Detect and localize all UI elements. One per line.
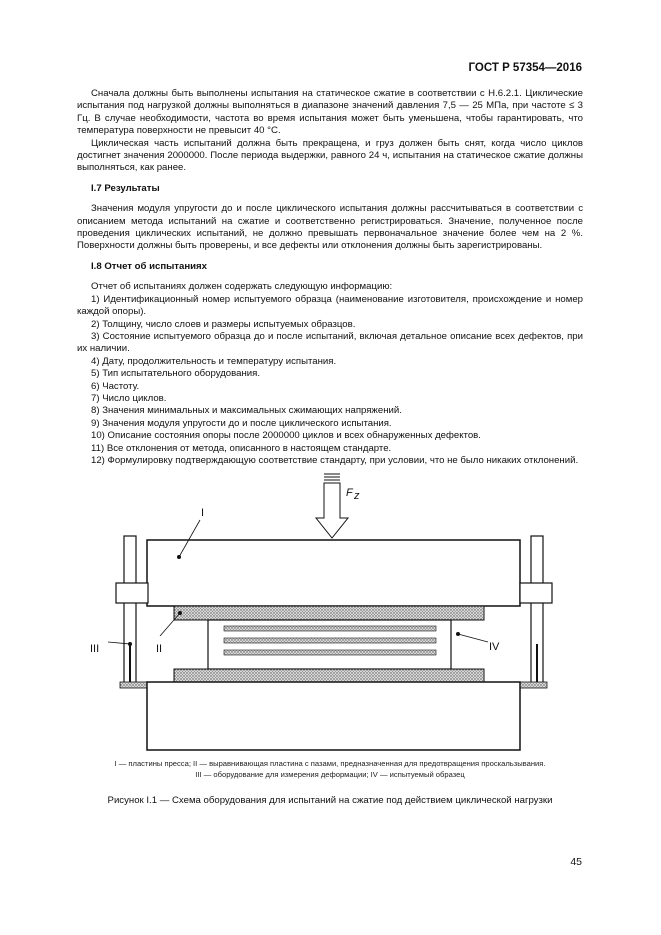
body-text: [77, 88, 583, 467]
lower-press-plate: [147, 682, 520, 750]
force-label: F: [346, 487, 353, 499]
standard-header: ГОСТ Р 57354—2016: [468, 62, 582, 74]
results-paragraph: Значения модуля упругости до и после циклического испытания должны рассчитываться в соответствии с описанием метода испытаний на сжатие и соответственно регистрироваться. Значение, полученное после проведения циклических испытаний, не должно превышать первоначальное значение более чем на 2 %. Поверхности должны быть проверены, и все дефекты или отклонения должны быть зарегистрированы.: [77, 203, 583, 252]
results-heading: I.7 Результаты: [91, 182, 160, 194]
steel-layer: [224, 638, 436, 643]
report-item: 1) Идентификационный номер испытуемого образца (наименование изготовителя, происхождение и номер каждой опоры).: [77, 293, 583, 318]
figure-legend: [40, 758, 620, 780]
lower-leveling-plate: [174, 669, 484, 682]
left-measuring-clamp: [116, 583, 148, 603]
report-item: 8) Значения минимальных и максимальных сжимающих напряжений.: [91, 405, 402, 417]
report-item: 7) Число циклов.: [91, 392, 167, 404]
report-intro: Отчет об испытаниях должен содержать следующую информацию:: [91, 281, 393, 293]
test-equipment-diagram: [0, 468, 661, 758]
right-measuring-clamp: [520, 583, 552, 603]
report-item: 2) Толщину, число слоев и размеры испытуемых образцов.: [91, 318, 356, 330]
label-II: II: [156, 643, 163, 655]
legend-line-2: III — оборудование для измерения деформации; IV — испытуемый образец: [195, 770, 465, 779]
intro-paragraph-1: Сначала должны быть выполнены испытания на статическое сжатие в соответствии с Н.6.2.1. Циклические испытания под нагрузкой должны выполняться в диапазоне значений давления 7,5 — 25 МПа, при частоте ≤ 3 Гц. В случае необходимости, частота во время испытания может быть уменьшена, чтобы гарантировать, что температура поверхности не превысит 40 °С.: [77, 88, 583, 137]
legend-line-1: I — пластины пресса; II — выравнивающая пластина с пазами, предназначенная для предотвращения проскальзывания.: [114, 759, 546, 768]
force-subscript: z: [354, 490, 360, 502]
label-III: III: [90, 643, 100, 655]
report-heading: I.8 Отчет об испытаниях: [91, 260, 207, 272]
report-item: 5) Тип испытательного оборудования.: [91, 368, 260, 380]
report-item: 12) Формулировку подтверждающую соответствие стандарту, при условии, что не было никаких отклонений.: [91, 454, 579, 466]
label-IV: IV: [489, 641, 500, 653]
force-arrow: [316, 474, 348, 538]
figure-caption: Рисунок I.1 — Схема оборудования для испытаний на сжатие под действием циклической нагрузки: [107, 795, 553, 806]
report-item: 3) Состояние испытуемого образца до и после испытаний, включая детальное описание всех дефектов, при их наличии.: [77, 330, 583, 355]
page-number: 45: [570, 856, 582, 868]
steel-layer: [224, 650, 436, 655]
intro-paragraph-2: Циклическая часть испытаний должна быть прекращена, и груз должен быть снят, когда число циклов достигнет значения 2000000. После периода выдержки, равного 24 ч, испытания на статическое сжатие должны выполняться, как ранее.: [77, 137, 583, 174]
report-item: 10) Описание состояния опоры после 2000000 циклов и всех обнаруженных дефектов.: [91, 430, 481, 442]
report-item: 11) Все отклонения от метода, описанного в настоящем стандарте.: [91, 442, 392, 454]
left-reference-strip: [120, 682, 147, 688]
steel-layer: [224, 626, 436, 631]
label-I: I: [201, 507, 205, 519]
upper-leveling-plate: [174, 606, 484, 620]
report-item: 4) Дату, продолжительность и температуру испытания.: [91, 355, 337, 367]
report-item: 6) Частоту.: [91, 380, 140, 392]
upper-press-plate: [147, 540, 520, 606]
right-reference-strip: [520, 682, 547, 688]
report-item: 9) Значения модуля упругости до и после циклического испытания.: [91, 417, 392, 429]
